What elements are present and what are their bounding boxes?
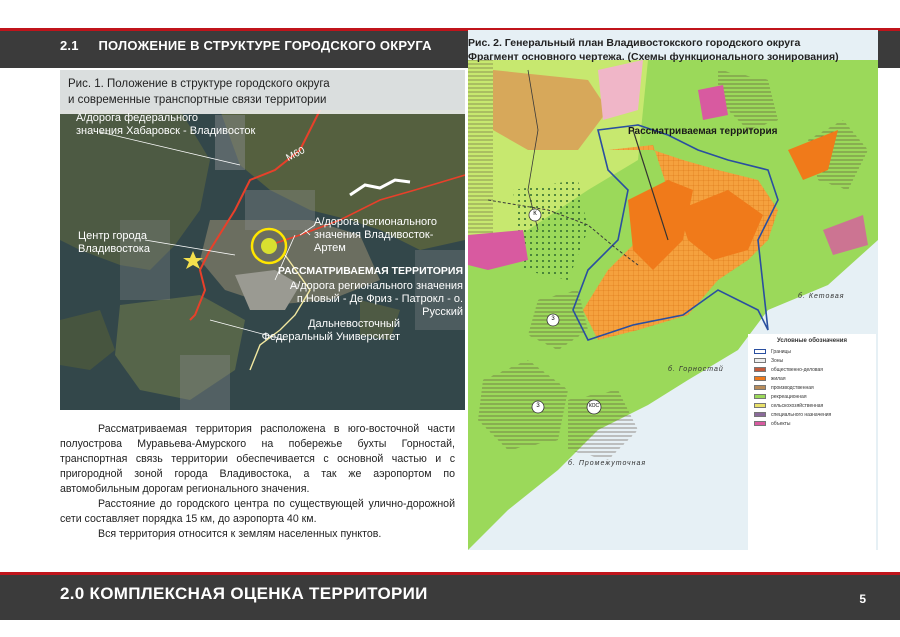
label-city-center-line1: Центр города <box>78 230 147 242</box>
legend-item <box>754 383 870 392</box>
footer-section-title: 2.0 КОМПЛЕКСНАЯ ОЦЕНКА ТЕРРИТОРИИ <box>60 584 428 603</box>
label-regional-road-russky-line1: А/дорога регионального значения <box>289 280 463 292</box>
section-heading <box>60 38 432 53</box>
label-university <box>260 318 400 344</box>
label-regional-road-artem-line2: значения Владивосток-Артем <box>314 229 434 254</box>
body-paragraph-3: Вся территория относится к землям населенных пунктов. <box>98 528 382 540</box>
legend-item-label: сельскохозяйственная <box>771 402 824 409</box>
figure2-caption-line1: Рис. 2. Генеральный план Владивостокского городского округа <box>468 37 801 49</box>
legend-item <box>754 347 870 356</box>
legend-item-label: специального назначения <box>771 411 832 418</box>
figure1-caption-line2: и современные транспортные связи территории <box>68 94 327 106</box>
legend-item <box>754 401 870 410</box>
figure2-caption <box>468 36 878 64</box>
territory-label: Рассматриваемая территория <box>628 126 778 137</box>
legend-swatch <box>754 358 766 363</box>
section-number: 2.1 <box>60 38 79 53</box>
zone-marker-3b: 3 <box>536 403 540 409</box>
legend-item <box>754 392 870 401</box>
legend-item <box>754 374 870 383</box>
legend-swatch <box>754 394 766 399</box>
legend-item <box>754 410 870 419</box>
legend-swatch <box>754 412 766 417</box>
label-m60: М60 <box>284 145 307 164</box>
legend-item-label: производственная <box>771 384 814 391</box>
body-text <box>60 422 455 542</box>
legend-swatch <box>754 376 766 381</box>
legend-item-label: жилая <box>771 375 786 382</box>
legend-swatch <box>754 403 766 408</box>
label-regional-road-artem <box>314 216 465 255</box>
label-federal-road-line1: А/дорога федерального <box>76 112 199 124</box>
label-territory: РАССМАТРИВАЕМАЯ ТЕРРИТОРИЯ <box>278 265 464 277</box>
body-paragraph-2: Расстояние до городского центра по существующей улично-дорожной сети составляет порядка 15 км, до аэропорта 40 км. <box>60 498 455 525</box>
legend-swatch <box>754 385 766 390</box>
label-university-line2: Федеральный Университет <box>261 331 400 343</box>
page-number: 5 <box>859 592 866 606</box>
label-city-center <box>78 230 150 256</box>
satellite-map-figure <box>60 70 465 410</box>
legend-item <box>754 419 870 428</box>
body-paragraph-1: Рассматриваемая территория расположена в юго-восточной части полуострова Муравьева-Амурского на побережье бухты Горностай, транспортная связь территории обеспечивается с основной частью и с пригородной зоной города Владивостока, а так же аэропортом по автомобильным дорогам регионального значения. <box>60 423 455 495</box>
bay-label-promezhutochnaya: б. Промежуточная <box>568 460 647 467</box>
figure1-caption <box>60 70 465 114</box>
legend-swatch <box>754 367 766 372</box>
legend-item-label: Зоны <box>771 357 784 364</box>
legend-swatch <box>754 421 766 426</box>
legend-title: Условные обозначения <box>777 338 847 344</box>
legend-item <box>754 365 870 374</box>
figure1-caption-line1: Рис. 1. Положение в структуре городского округа <box>68 78 330 90</box>
legend-swatch <box>754 349 766 354</box>
legend-item-label: общественно-деловая <box>771 366 823 373</box>
label-university-line1: Дальневосточный <box>308 318 400 330</box>
label-regional-road-artem-line1: А/дорога регионального <box>314 216 438 228</box>
label-regional-road-russky-line2: п.Новый - Де Фриз - Патрокл - о. Русский <box>296 293 463 318</box>
label-federal-road-line2: значения Хабаровск - Владивосток <box>76 125 256 137</box>
label-federal-road <box>76 112 255 138</box>
figure2-caption-line2: Фрагмент основного чертежа. (Схемы функционального зонирования) <box>468 51 839 63</box>
bay-label-ketovaya: б. Кетовая <box>798 293 845 300</box>
zone-marker-kos: КОС <box>588 403 600 409</box>
legend-item-label: рекреационная <box>771 393 807 400</box>
label-city-center-line2: Владивостока <box>78 243 150 255</box>
bay-label-gornostay: б. Горностай <box>668 366 724 373</box>
legend-item-label: объекты <box>771 420 791 427</box>
legend-item <box>754 356 870 365</box>
section-title: ПОЛОЖЕНИЕ В СТРУКТУРЕ ГОРОДСКОГО ОКРУГА <box>98 38 432 53</box>
zone-marker-3a: 3 <box>551 316 555 322</box>
map-legend <box>748 334 876 566</box>
label-regional-road-russky <box>257 280 463 319</box>
zone-marker-k: К <box>533 211 537 217</box>
legend-item-label: Границы <box>771 348 791 355</box>
